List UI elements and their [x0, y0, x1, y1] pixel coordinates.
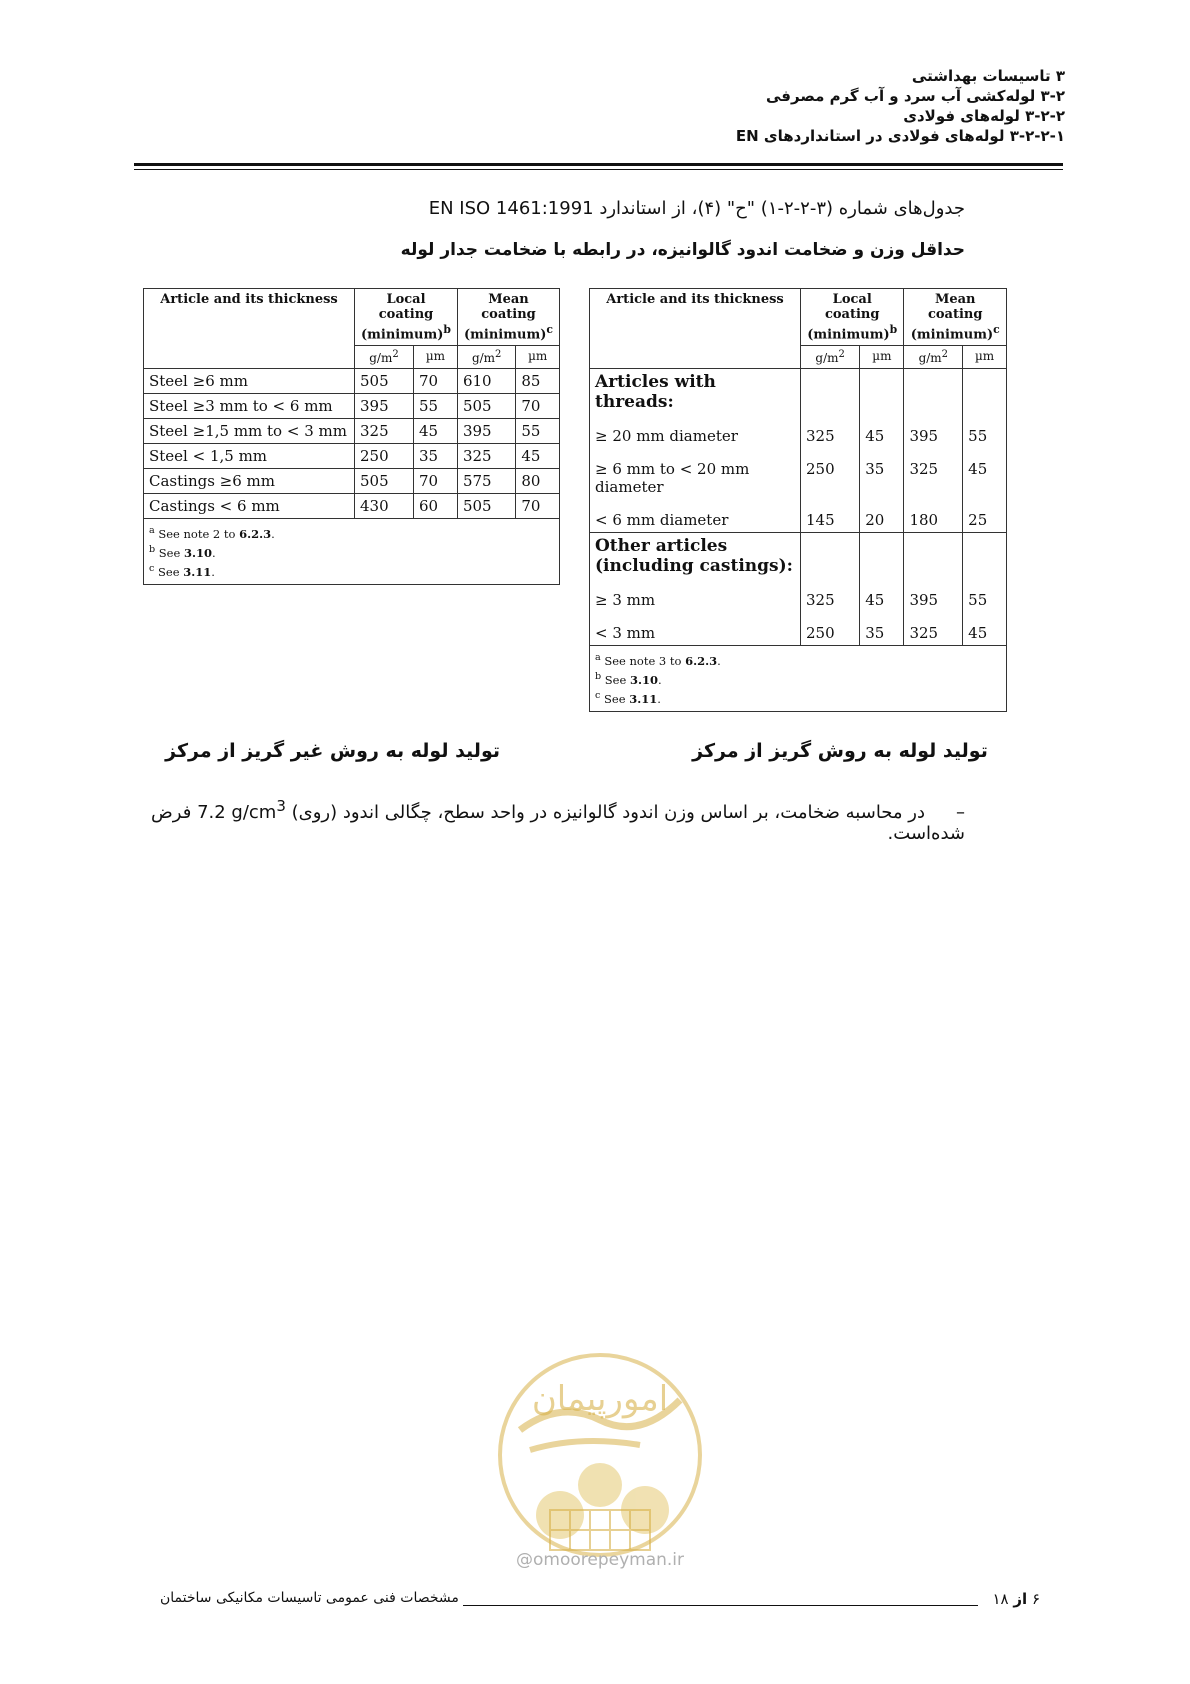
mean-gm2: 395: [904, 415, 963, 448]
mean-gm2: 575: [457, 469, 515, 494]
caption-centrifugal: تولید لوله به روش گریز از مرکز: [692, 740, 988, 762]
group-threads: Articles with threads:: [590, 369, 801, 416]
local-um: 70: [413, 469, 457, 494]
caption-non-centrifugal: تولید لوله به روش غیر گریز از مرکز: [165, 740, 500, 762]
local-gm2: 250: [801, 612, 860, 646]
mean-um: 45: [963, 448, 1007, 499]
row-label: Steel < 1,5 mm: [144, 444, 355, 469]
row-label: ≥ 20 mm diameter: [590, 415, 801, 448]
row-label: Castings < 6 mm: [144, 494, 355, 519]
header-rule-thick: [134, 163, 1063, 166]
note-text-after: فرض شده‌است.: [151, 802, 965, 844]
col-local-label: Local coating (minimum): [807, 292, 890, 343]
unit-gm2: $g/m^2$: [801, 346, 860, 369]
local-gm2: 325: [355, 419, 414, 444]
local-gm2: 505: [355, 369, 414, 394]
row-label: Steel ≥1,5 mm to < 3 mm: [144, 419, 355, 444]
row-label: < 3 mm: [590, 612, 801, 646]
col-article: Article and its thickness: [590, 289, 801, 369]
local-um: 20: [860, 499, 904, 533]
col-local-coating: [801, 289, 904, 346]
page-total: ۱۸: [992, 1590, 1009, 1608]
local-gm2: 325: [801, 415, 860, 448]
local-gm2: 325: [801, 579, 860, 612]
unit-um: µm: [963, 346, 1007, 369]
col-mean-sup: c: [546, 323, 553, 336]
col-local-label: Local coating (minimum): [361, 292, 444, 343]
group-other-articles: Other articles (including castings):: [590, 533, 801, 580]
table-footnotes: [144, 519, 560, 584]
mean-um: 55: [516, 419, 560, 444]
table-row: [144, 369, 560, 394]
mean-gm2: 395: [457, 419, 515, 444]
note-dash: –: [956, 802, 965, 823]
table-row: [590, 415, 1007, 448]
local-um: 45: [860, 415, 904, 448]
col-local-sup: b: [443, 323, 451, 336]
mean-gm2: 180: [904, 499, 963, 533]
local-um: 60: [413, 494, 457, 519]
local-gm2: 395: [355, 394, 414, 419]
note-text-before: در محاسبه ضخامت، بر اساس وزن اندود گالوانیزه در واحد سطح، چگالی اندود (روی): [285, 802, 925, 823]
local-gm2: 250: [801, 448, 860, 499]
watermark-logo: [490, 1330, 710, 1580]
footnote-a: $^a$ See note 3 to 6.2.3.: [595, 652, 721, 669]
table-row: [144, 419, 560, 444]
col-local-coating: [355, 289, 458, 346]
table-row: [144, 494, 560, 519]
unit-um: µm: [413, 346, 457, 369]
mean-gm2: 325: [904, 612, 963, 646]
mean-gm2: 505: [457, 394, 515, 419]
footer-title: مشخصات فنی عمومی تاسیسات مکانیکی ساختمان: [160, 1590, 459, 1606]
row-label: ≥ 3 mm: [590, 579, 801, 612]
footnote-c: $^c$ See 3.11.: [149, 562, 215, 579]
unit-gm2: $g/m^2$: [355, 346, 414, 369]
unit-gm2: $g/m^2$: [904, 346, 963, 369]
footnote-b: $^b$ See 3.10.: [595, 671, 662, 687]
table-row: [144, 469, 560, 494]
density-note: [145, 797, 965, 844]
mean-um: 70: [516, 394, 560, 419]
col-article: Article and its thickness: [144, 289, 355, 369]
mean-um: 80: [516, 469, 560, 494]
local-um: 35: [860, 612, 904, 646]
local-gm2: 505: [355, 469, 414, 494]
table-footnotes: [590, 646, 1007, 711]
mean-um: 85: [516, 369, 560, 394]
mean-gm2: 505: [457, 494, 515, 519]
mean-um: 70: [516, 494, 560, 519]
page-header: [125, 66, 1065, 146]
unit-um: µm: [516, 346, 560, 369]
col-mean-sup: c: [993, 323, 1000, 336]
unit-gm2: $g/m^2$: [457, 346, 515, 369]
row-label: Steel ≥6 mm: [144, 369, 355, 394]
table-row: [144, 394, 560, 419]
local-um: 70: [413, 369, 457, 394]
mean-um: 45: [516, 444, 560, 469]
mean-gm2: 610: [457, 369, 515, 394]
note-value: 7.2 $g/cm^3$: [197, 797, 286, 823]
table-row: [590, 448, 1007, 499]
page-number: [992, 1590, 1040, 1608]
mean-um: 45: [963, 612, 1007, 646]
row-label: Steel ≥3 mm to < 6 mm: [144, 394, 355, 419]
table-row: [590, 499, 1007, 533]
intro-text: جدول‌های شماره (۳-۲-۲-۱) "ح" (۴)، از استاندارد EN ISO 1461:1991: [428, 198, 965, 219]
mean-gm2: 395: [904, 579, 963, 612]
table-row: [590, 579, 1007, 612]
local-um: 45: [413, 419, 457, 444]
mean-gm2: 325: [457, 444, 515, 469]
header-chapter: ۳ تاسیسات بهداشتی: [911, 67, 1065, 85]
row-label: < 6 mm diameter: [590, 499, 801, 533]
row-label: ≥ 6 mm to < 20 mm diameter: [590, 448, 801, 499]
table-subtitle: حداقل وزن و ضخامت اندود گالوانیزه، در رابطه با ضخامت جدار لوله: [400, 240, 965, 260]
local-um: 55: [413, 394, 457, 419]
mean-gm2: 325: [904, 448, 963, 499]
footnote-b: $^b$ See 3.10.: [149, 544, 216, 560]
coating-table-centrifugal: [589, 288, 1007, 712]
unit-um: µm: [860, 346, 904, 369]
coating-table-non-centrifugal: [143, 288, 560, 585]
mean-um: 25: [963, 499, 1007, 533]
col-local-sup: b: [889, 323, 898, 336]
local-gm2: 250: [355, 444, 414, 469]
watermark-logo-text: امورپیمان: [531, 1379, 669, 1419]
header-subsubsection: ۳-۲-۲-۱ لوله‌های فولادی در استانداردهای EN: [735, 127, 1065, 145]
table-row: [144, 444, 560, 469]
header-rule-thin: [134, 169, 1063, 170]
mean-um: 55: [963, 579, 1007, 612]
footer-rule: [463, 1605, 978, 1606]
col-mean-label: Mean coating (minimum): [464, 292, 547, 343]
col-mean-coating: [904, 289, 1007, 346]
table-row: [590, 612, 1007, 646]
footnote-a: $^a$ See note 2 to 6.2.3.: [149, 525, 275, 542]
local-um: 35: [413, 444, 457, 469]
col-mean-coating: [457, 289, 559, 346]
mean-um: 55: [963, 415, 1007, 448]
page-current: ۶: [1031, 1590, 1040, 1608]
local-gm2: 145: [801, 499, 860, 533]
header-section: ۳-۲ لوله‌کشی آب سرد و آب گرم مصرفی: [765, 87, 1065, 105]
row-label: Castings ≥6 mm: [144, 469, 355, 494]
local-um: 45: [860, 579, 904, 612]
watermark-url: @omoorepeyman.ir: [515, 1550, 685, 1570]
local-um: 35: [860, 448, 904, 499]
header-subsection: ۳-۲-۲ لوله‌های فولادی: [903, 107, 1065, 125]
local-gm2: 430: [355, 494, 414, 519]
page-of: از: [1013, 1590, 1028, 1608]
col-mean-label: Mean coating (minimum): [910, 292, 994, 343]
footnote-c: $^c$ See 3.11.: [595, 689, 661, 706]
